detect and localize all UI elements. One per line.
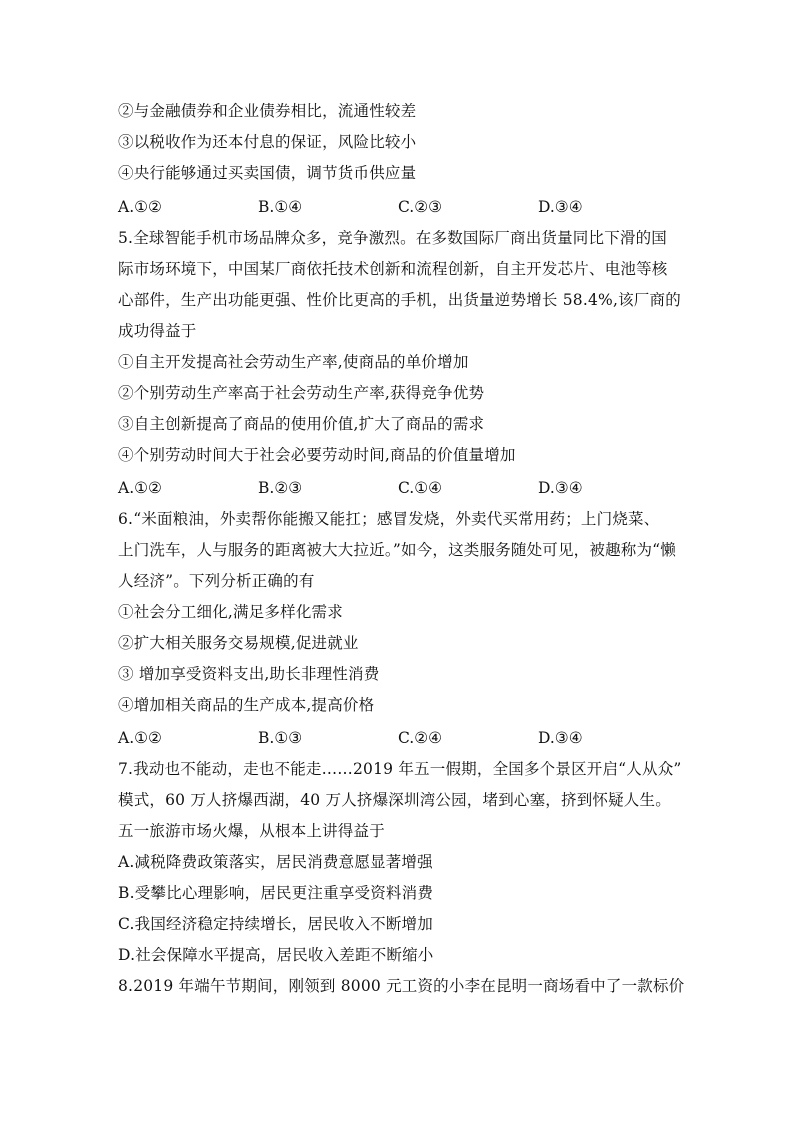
q5-item-4: ④个别劳动时间大于社会必要劳动时间,商品的价值量增加	[118, 446, 516, 464]
q5-item-2: ②个别劳动生产率高于社会劳动生产率,获得竞争优势	[118, 384, 485, 402]
q5-option-a: A.①②	[118, 479, 162, 497]
q6-option-a: A.①②	[118, 729, 162, 747]
q7-stem-line-2: 模式，60 万人挤爆西湖，40 万人挤爆深圳湾公园，堵到心塞，挤到怀疑人生。	[118, 791, 671, 809]
q5-stem-line-1: 5.全球智能手机市场品牌众多，竞争激烈。在多数国际厂商出货量同比下滑的国	[118, 229, 667, 247]
q6-option-b: B.①③	[258, 729, 303, 747]
q7-choice-c: C.我国经济稳定持续增长，居民收入不断增加	[118, 915, 433, 933]
q7-stem-line-3: 五一旅游市场火爆，从根本上讲得益于	[118, 822, 385, 840]
q5-option-b: B.②③	[258, 479, 303, 497]
q5-stem-line-4: 成功得益于	[118, 322, 197, 340]
q5-options	[118, 478, 678, 498]
q6-option-d: D.③④	[538, 729, 583, 747]
q6-item-4: ④增加相关商品的生产成本,提高价格	[118, 696, 375, 714]
q8-stem-line-1: 8.2019 年端午节期间，刚领到 8000 元工资的小李在昆明一商场看中了一款标价	[118, 977, 685, 995]
q4-item-2: ②与金融债券和企业债券相比，流通性较差	[118, 102, 417, 120]
q4-option-d: D.③④	[538, 198, 583, 216]
q4-item-4: ④央行能够通过买卖国债，调节货币供应量	[118, 164, 417, 182]
q7-choice-a: A.减税降费政策落实，居民消费意愿显著增强	[118, 853, 433, 871]
q6-stem-line-1: 6.“米面粮油，外卖帮你能搬又能扛；感冒发烧，外卖代买常用药；上门烧菜、	[118, 510, 660, 528]
q5-item-1: ①自主开发提高社会劳动生产率,使商品的单价增加	[118, 353, 469, 371]
q5-stem-line-3: 心部件，生产出功能更强、性价比更高的手机，出货量逆势增长 58.4%,该厂商的	[118, 291, 681, 309]
q7-stem-line-1: 7.我动也不能动，走也不能走……2019 年五一假期，全国多个景区开启“人从众”	[118, 760, 682, 778]
q6-item-2: ②扩大相关服务交易规模,促进就业	[118, 634, 359, 652]
q6-item-3: ③ 增加享受资料支出,助长非理性消费	[118, 665, 380, 683]
q4-option-a: A.①②	[118, 198, 162, 216]
q5-stem-line-2: 际市场环境下，中国某厂商依托技术创新和流程创新，自主开发芯片、电池等核	[118, 260, 668, 278]
q6-stem-line-3: 人经济”。下列分析正确的有	[118, 572, 315, 590]
q6-option-c: C.②④	[398, 729, 443, 747]
q4-options	[118, 197, 678, 217]
q6-options	[118, 728, 678, 748]
q6-stem-line-2: 上门洗车，人与服务的距离被大大拉近。”如今，这类服务随处可见，被趣称为“懒	[118, 541, 677, 559]
q5-option-c: C.①④	[398, 479, 443, 497]
q7-choice-b: B.受攀比心理影响，居民更注重享受资料消费	[118, 884, 434, 902]
q5-item-3: ③自主创新提高了商品的使用价值,扩大了商品的需求	[118, 415, 485, 433]
q4-item-3: ③以税收作为还本付息的保证，风险比较小	[118, 133, 417, 151]
q4-option-b: B.①④	[258, 198, 303, 216]
q7-choice-d: D.社会保障水平提高，居民收入差距不断缩小	[118, 946, 434, 964]
q4-option-c: C.②③	[398, 198, 443, 216]
q6-item-1: ①社会分工细化,满足多样化需求	[118, 603, 343, 621]
q5-option-d: D.③④	[538, 479, 583, 497]
